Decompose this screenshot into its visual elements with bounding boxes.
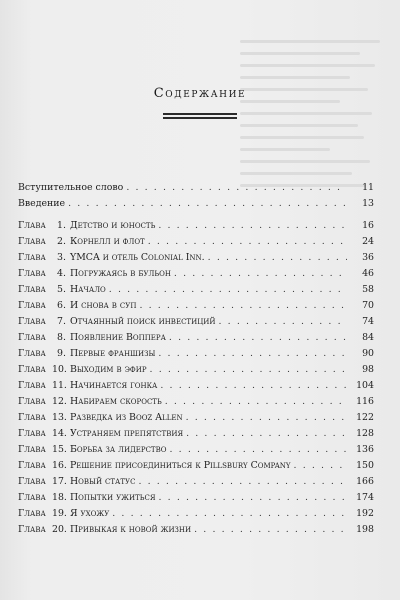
chapter-number: 15. xyxy=(52,444,67,455)
chapter-word: Глава xyxy=(18,444,46,455)
chapter-title: Детство и юность xyxy=(70,220,156,231)
toc-entry-label xyxy=(18,506,109,522)
toc-entry-page: 13 xyxy=(362,198,374,209)
chapter-title: Устраняем препятствия xyxy=(70,428,184,439)
leader-dots xyxy=(165,394,347,410)
toc-entry-label xyxy=(18,234,145,250)
toc-entry-page: 128 xyxy=(356,428,374,439)
chapter-word: Глава xyxy=(18,332,46,343)
toc-entry-chapter xyxy=(18,250,374,266)
chapter-number: 13. xyxy=(52,412,67,423)
chapter-number: 11. xyxy=(52,380,67,391)
leader-dots xyxy=(294,458,347,474)
toc-entry-chapter xyxy=(18,474,374,490)
chapter-title: Новый статус xyxy=(70,476,136,487)
chapter-word: Глава xyxy=(18,412,46,423)
toc-entry-label xyxy=(18,362,147,378)
chapter-title: Корнелл и флот xyxy=(70,236,145,247)
leader-dots xyxy=(169,330,347,346)
chapter-title: Набираем скорость xyxy=(70,396,162,407)
leader-dots xyxy=(112,506,347,522)
toc-entry-chapter xyxy=(18,426,374,442)
chapter-number: 2. xyxy=(57,236,66,247)
chapter-number: 7. xyxy=(57,316,66,327)
chapter-title: Появление Воппера xyxy=(70,332,166,343)
leader-dots xyxy=(174,266,347,282)
title-rule-bottom xyxy=(163,117,237,119)
toc-entry-label xyxy=(18,250,205,266)
leader-dots xyxy=(68,196,347,212)
chapter-word: Глава xyxy=(18,380,46,391)
table-of-contents xyxy=(18,180,374,538)
toc-entry-page: 174 xyxy=(356,492,374,503)
chapter-number: 8. xyxy=(57,332,66,343)
leader-dots xyxy=(160,378,347,394)
chapter-word: Глава xyxy=(18,252,46,263)
toc-entry-page: 90 xyxy=(362,348,374,359)
toc-entry-chapter xyxy=(18,218,374,234)
toc-entry-chapter xyxy=(18,234,374,250)
chapter-title: Борьба за лидерство xyxy=(70,444,167,455)
chapter-title: Начало xyxy=(70,284,106,295)
title-rule-top xyxy=(163,113,237,115)
toc-entry-page: 192 xyxy=(356,508,374,519)
chapter-number: 10. xyxy=(52,364,67,375)
chapter-number: 19. xyxy=(52,508,67,519)
chapter-word: Глава xyxy=(18,348,46,359)
page-title: Содержание xyxy=(153,86,247,101)
chapter-number: 3. xyxy=(57,252,66,263)
toc-entry-chapter xyxy=(18,506,374,522)
chapter-number: 18. xyxy=(52,492,67,503)
leader-dots xyxy=(208,250,347,266)
leader-dots xyxy=(219,314,347,330)
toc-entry-chapter xyxy=(18,298,374,314)
toc-entry-chapter xyxy=(18,282,374,298)
chapter-word: Глава xyxy=(18,220,46,231)
chapter-title: Разведка из Booz Allen xyxy=(70,412,183,423)
chapter-title: Решение присоединиться к Pillsbury Company xyxy=(70,460,291,471)
leader-dots xyxy=(186,426,347,442)
chapter-title: Начинается гонка xyxy=(70,380,158,391)
chapter-title: И снова в суп xyxy=(70,300,137,311)
leader-dots xyxy=(159,490,348,506)
toc-entry-label xyxy=(18,346,155,362)
chapter-word: Глава xyxy=(18,476,46,487)
toc-entry-label xyxy=(18,330,166,346)
toc-entry-chapter xyxy=(18,458,374,474)
toc-entry-label xyxy=(18,298,136,314)
toc-entry-page: 70 xyxy=(362,300,374,311)
toc-entry-label xyxy=(18,442,167,458)
toc-entry-chapter xyxy=(18,442,374,458)
toc-entry-page: 84 xyxy=(362,332,374,343)
leader-dots xyxy=(186,410,347,426)
toc-entry-label xyxy=(18,314,216,330)
toc-entry-label: Введение xyxy=(18,198,66,209)
chapter-number: 4. xyxy=(57,268,66,279)
toc-entry-page: 16 xyxy=(362,220,374,231)
toc-entry-label xyxy=(18,474,135,490)
chapter-number: 14. xyxy=(52,428,67,439)
chapter-word: Глава xyxy=(18,428,46,439)
chapter-title: Я ухожу xyxy=(70,508,110,519)
toc-entry-chapter xyxy=(18,346,374,362)
leader-dots xyxy=(170,442,348,458)
toc-entry-label xyxy=(18,394,162,410)
chapter-title: Привыкая к новой жизни xyxy=(70,524,192,535)
chapter-number: 6. xyxy=(57,300,66,311)
chapter-word: Глава xyxy=(18,316,46,327)
leader-dots xyxy=(150,362,347,378)
leader-dots xyxy=(138,474,347,490)
chapter-number: 9. xyxy=(57,348,66,359)
toc-entry-chapter xyxy=(18,410,374,426)
toc-entry-label xyxy=(18,490,156,506)
toc-entry-chapter xyxy=(18,394,374,410)
toc-entry-page: 198 xyxy=(356,524,374,535)
toc-entry-page: 24 xyxy=(362,236,374,247)
toc-entry-page: 11 xyxy=(362,182,374,193)
toc-entry-label xyxy=(18,458,291,474)
toc-entry-label xyxy=(18,410,183,426)
toc-entry-page: 36 xyxy=(362,252,374,263)
toc-entry-page: 150 xyxy=(356,460,374,471)
leader-dots xyxy=(158,346,347,362)
toc-entry-chapter xyxy=(18,378,374,394)
chapter-word: Глава xyxy=(18,460,46,471)
chapter-number: 12. xyxy=(52,396,67,407)
leader-dots xyxy=(158,218,347,234)
leader-dots xyxy=(109,282,347,298)
chapter-word: Глава xyxy=(18,300,46,311)
toc-entry-chapter xyxy=(18,362,374,378)
toc-entry-label xyxy=(18,218,155,234)
leader-dots xyxy=(126,180,347,196)
chapter-number: 1. xyxy=(57,220,66,231)
chapter-word: Глава xyxy=(18,524,46,535)
show-through-text xyxy=(240,40,390,196)
toc-entry-page: 46 xyxy=(362,268,374,279)
chapter-number: 20. xyxy=(52,524,67,535)
toc-entry-label xyxy=(18,378,157,394)
toc-entry-chapter xyxy=(18,522,374,538)
leader-dots xyxy=(148,234,347,250)
toc-entry-chapter xyxy=(18,266,374,282)
toc-entry-page: 116 xyxy=(356,396,374,407)
chapter-number: 5. xyxy=(57,284,66,295)
toc-entry-chapter xyxy=(18,314,374,330)
chapter-word: Глава xyxy=(18,236,46,247)
toc-entry-label xyxy=(18,266,171,282)
chapter-word: Глава xyxy=(18,268,46,279)
toc-entry-page: 136 xyxy=(356,444,374,455)
toc-entry-label xyxy=(18,426,183,442)
chapter-title: Выходим в эфир xyxy=(70,364,147,375)
toc-entry-introduction xyxy=(18,196,374,212)
chapter-title: Первые франшизы xyxy=(70,348,156,359)
chapter-number: 17. xyxy=(52,476,67,487)
chapter-title: Попытки ужиться xyxy=(70,492,156,503)
toc-entry-page: 122 xyxy=(356,412,374,423)
toc-entry-chapter xyxy=(18,330,374,346)
chapter-number: 16. xyxy=(52,460,67,471)
chapter-word: Глава xyxy=(18,508,46,519)
toc-entry-label xyxy=(18,522,191,538)
chapter-word: Глава xyxy=(18,284,46,295)
toc-entry-page: 74 xyxy=(362,316,374,327)
toc-entry-page: 58 xyxy=(362,284,374,295)
chapter-title: Погружаясь в бульон xyxy=(70,268,171,279)
toc-entry-page: 98 xyxy=(362,364,374,375)
chapter-title: Отчаянный поиск инвестиций xyxy=(70,316,216,327)
toc-entry-label xyxy=(18,282,106,298)
toc-entry-label: Вступительное слово xyxy=(18,182,124,193)
toc-entry-foreword xyxy=(18,180,374,196)
chapter-word: Глава xyxy=(18,492,46,503)
toc-entry-page: 104 xyxy=(356,380,374,391)
chapter-word: Глава xyxy=(18,364,46,375)
leader-dots xyxy=(194,522,347,538)
chapter-title: YMCA и отель Colonial Inn. xyxy=(70,252,205,263)
leader-dots xyxy=(139,298,347,314)
chapter-word: Глава xyxy=(18,396,46,407)
toc-entry-page: 166 xyxy=(356,476,374,487)
toc-entry-chapter xyxy=(18,490,374,506)
